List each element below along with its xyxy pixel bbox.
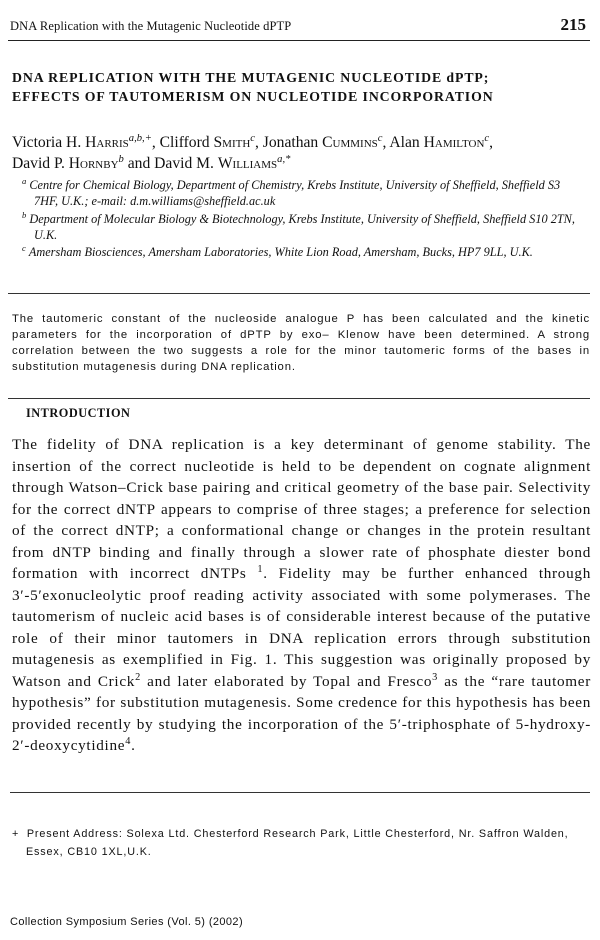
author-surname: Harris: [85, 134, 129, 151]
running-head-title: DNA Replication with the Mutagenic Nucleotide dPTP: [10, 19, 292, 33]
article-title-line-2: EFFECTS OF TAUTOMERISM ON NUCLEOTIDE INCORPORATION: [12, 89, 494, 104]
affiliation-mark: b: [22, 209, 27, 220]
affiliation-a: [22, 177, 582, 210]
author-affiliation-marks: a,b,+: [128, 132, 152, 144]
author-affiliation-marks: b: [118, 153, 124, 165]
footnote-divider: [10, 792, 590, 793]
author: [12, 155, 154, 172]
author-given-name: David M.: [154, 155, 218, 172]
divider: [8, 398, 590, 399]
affiliation-list: [22, 177, 582, 261]
author: [12, 134, 160, 151]
author-affiliation-marks: c: [484, 132, 490, 144]
affiliation-text: Amersham Biosciences, Amersham Laboratories, White Lion Road, Amersham, Bucks, HP7 9LL, U.K.: [28, 245, 533, 260]
author: [160, 134, 263, 151]
series-footer: Collection Symposium Series (Vol. 5) (2002): [10, 916, 244, 928]
author-given-name: Jonathan: [262, 134, 323, 151]
text-run: . Fidelity may be further enhanced through 3′-5′exonucleolytic proof reading activity associated with some polymerases. The tautomerism of nucleic acid bases is of considerable interest because of the putative role of their minor tautomers in DNA replication errors through substitution mutagenesis as exemplified in Fig. 1. This suggestion was originally proposed by Watson and Crick: [12, 565, 591, 690]
affiliation-mark: c: [22, 243, 26, 254]
affiliation-text: Department of Molecular Biology & Biotechnology, Krebs Institute, University of Sheffield, Sheffield S10 2TN, U.K.: [29, 211, 575, 242]
citation-ref: 1: [257, 563, 264, 575]
text-run: and later elaborated by Topal and Fresco: [140, 672, 433, 690]
author: [154, 155, 290, 172]
article-title-line-1: DNA REPLICATION WITH THE MUTAGENIC NUCLEOTIDE dPTP;: [12, 70, 490, 85]
section-heading: INTRODUCTION: [26, 406, 131, 420]
footnote: [12, 825, 600, 861]
author-separator: ,: [151, 134, 160, 151]
author-separator: ,: [489, 134, 494, 151]
footnote-text: Present Address: Solexa Ltd. Chesterford Research Park, Little Chesterford, Nr. Saffron Walden, Essex, CB10 1XL,U.K.: [26, 828, 569, 858]
author-surname: Hornby: [68, 155, 119, 172]
citation-ref: 3: [432, 671, 439, 683]
author-given-name: Alan: [389, 134, 424, 151]
author-separator: and: [123, 155, 155, 172]
introduction-paragraph: [12, 434, 591, 757]
author-separator: ,: [382, 134, 390, 151]
citation-ref: 4: [125, 735, 132, 747]
affiliation-text: Centre for Chemical Biology, Department of Chemistry, Krebs Institute, University of Sheffield, Sheffield S3 7HF, U.K.; e-mail: d.m.williams@sheffield.ac.uk: [29, 178, 561, 209]
affiliation-b: [22, 211, 582, 244]
citation-ref: 2: [135, 671, 141, 683]
page-number: 215: [560, 15, 586, 34]
abstract: The tautomeric constant of the nucleoside analogue P has been calculated and the kinetic parameters for the incorporation of dPTP by exo– Klenow have been determined. A strong correlation between the two suggests a role for the minor tautomeric forms of the bases in substitution mutagenesis during DNA replication.: [12, 313, 590, 373]
author-affiliation-marks: c: [377, 132, 383, 144]
affiliation-c: [22, 244, 582, 260]
author-surname: Hamilton: [423, 134, 485, 151]
author: [389, 134, 493, 151]
author-separator: ,: [254, 134, 263, 151]
author-affiliation-marks: a,*: [277, 153, 291, 165]
author-list: [12, 132, 597, 174]
author-surname: Cummins: [322, 134, 378, 151]
author-given-name: David P.: [12, 155, 69, 172]
author-given-name: Victoria H.: [12, 134, 86, 151]
running-head: [8, 14, 590, 41]
article-title: [12, 68, 592, 106]
author-given-name: Clifford: [159, 134, 214, 151]
author-surname: Smith: [213, 134, 251, 151]
author-surname: Williams: [217, 155, 278, 172]
footnote-mark: +: [12, 828, 20, 840]
text-run: as the “rare tautomer hypothesis” for substitution mutagenesis. Some credence for this hypothesis has been provided recently by studying the incorporation of the 5′-triphosphate of 5-hydroxy-2′-deoxycytidine: [12, 672, 592, 754]
divider: [8, 293, 590, 294]
affiliation-mark: a: [22, 175, 27, 186]
text-run: The fidelity of DNA replication is a key determinant of genome stability. The insertion of the correct nucleotide is held to be dependent on cognate alignment through Watson–Crick base pairing and critical geometry of the base pair. Selectivity for the correct dNTP appears to comprise of three stages; a preference for selection of the correct dNTP; a conformational change or changes in the protein resultant from dNTP binding and finally through a slower rate of phosphate diester bond formation with incorrect dNTPs: [12, 436, 591, 582]
text-run: .: [131, 737, 136, 754]
author: [263, 134, 390, 151]
author-affiliation-marks: c: [250, 132, 255, 144]
